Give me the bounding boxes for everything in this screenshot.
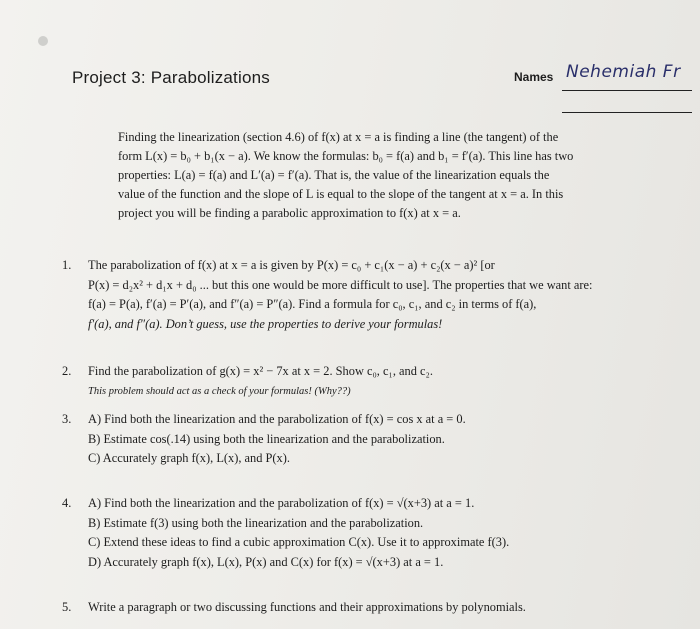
intro-line: project you will be finding a parabolic approximation to f(x) at x = a.: [118, 206, 461, 220]
question-line: C) Extend these ideas to find a cubic approximation C(x). Use it to approximate f(3).: [88, 535, 510, 549]
question-number: 5.: [62, 600, 72, 614]
question-number: 3.: [62, 412, 72, 426]
page-title: Project 3: Parabolizations: [72, 68, 270, 87]
question-line: f′(a), and f″(a). Don’t guess, use the properties to derive your formulas!: [88, 316, 443, 331]
intro-line: Finding the linearization (section 4.6) of f(x) at x = a is finding a line (the tangent) of the: [118, 130, 559, 144]
question-number: 2.: [62, 364, 72, 378]
question-line: f(a) = P(a), f′(a) = P′(a), and f″(a) = P″(a). Find a formula for c₀, c₁, and c₂ in terms of f(a),: [88, 297, 537, 311]
question-line: B) Estimate cos(.14) using both the linearization and the parabolization.: [88, 431, 445, 446]
intro-line: value of the function and the slope of L is equal to the slope of the tangent at x = a. In this: [118, 187, 564, 201]
names-field[interactable]: Nehemiah Fr: [566, 62, 681, 82]
question-line: Find the parabolization of g(x) = x² − 7x at x = 2. Show c₀, c₁, and c₂.: [88, 364, 433, 378]
question-2: [62, 362, 694, 401]
question-line: C) Accurately graph f(x), L(x), and P(x).: [88, 451, 290, 465]
question-line: D) Accurately graph f(x), L(x), P(x) and C(x) for f(x) = √(x+3) at a = 1.: [88, 554, 444, 569]
question-line: P(x) = d₂x² + d₁x + d₀ ... but this one would be more difficult to use]. The properties that we want are:: [88, 277, 593, 292]
intro-line: properties: L(a) = f(a) and L′(a) = f′(a). That is, the value of the linearization equals the: [118, 168, 550, 182]
question-line: A) Find both the linearization and the parabolization of f(x) = √(x+3) at a = 1.: [88, 496, 475, 510]
names-underline-2: [562, 112, 692, 113]
question-3: [62, 410, 694, 469]
punch-hole: [38, 36, 48, 46]
question-4: [62, 494, 694, 572]
question-line: A) Find both the linearization and the parabolization of f(x) = cos x at a = 0.: [88, 412, 466, 426]
question-5: [62, 598, 694, 618]
question-note: This problem should act as a check of your formulas! (Why??): [88, 385, 351, 397]
question-1: [62, 256, 694, 334]
question-number: 4.: [62, 496, 72, 510]
question-number: 1.: [62, 258, 72, 272]
intro-line: form L(x) = b₀ + b₁(x − a). We know the formulas: b₀ = f(a) and b₁ = f′(a). This line has two: [118, 149, 574, 163]
question-line: Write a paragraph or two discussing functions and their approximations by polynomials.: [88, 600, 526, 614]
question-line: B) Estimate f(3) using both the linearization and the parabolization.: [88, 515, 424, 530]
names-label: Names: [514, 70, 554, 84]
intro-paragraph: [118, 128, 696, 223]
question-line: The parabolization of f(x) at x = a is given by P(x) = c₀ + c₁(x − a) + c₂(x − a)² [or: [88, 258, 495, 272]
names-underline-1: [562, 90, 692, 91]
